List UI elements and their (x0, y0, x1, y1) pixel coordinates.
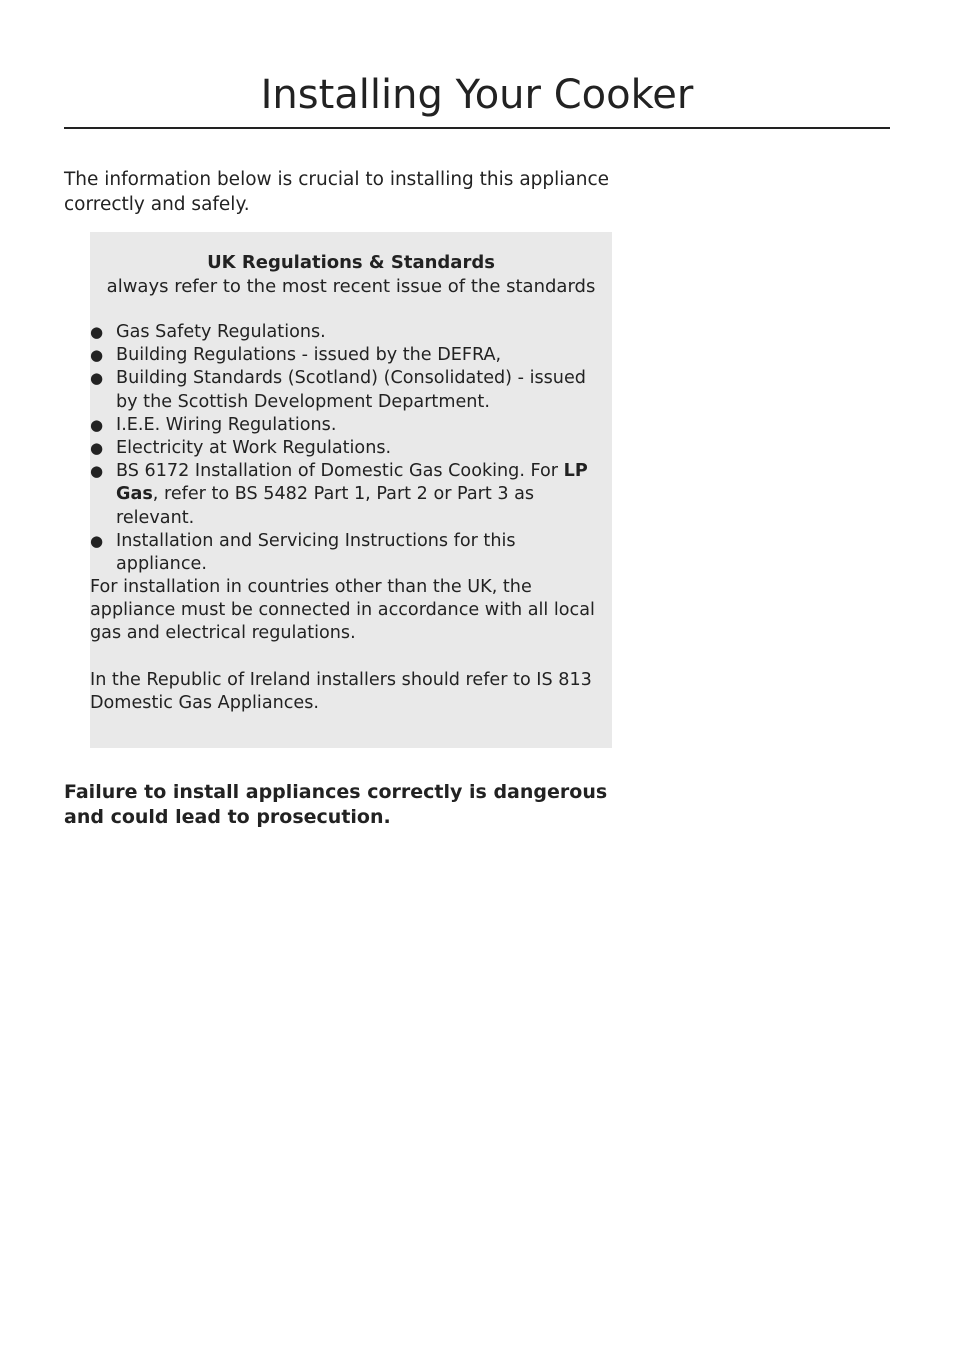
list-item (90, 344, 612, 367)
ireland-installation-note: In the Republic of Ireland installers should refer to IS 813 Domestic Gas Appliances. (90, 670, 592, 714)
list-item (90, 460, 612, 530)
installation-warning: Failure to install appliances correctly is dangerous and could lead to prosecution. (64, 781, 608, 828)
list-item-text: Electricity at Work Regulations. (116, 438, 392, 459)
bullet-icon: ● (90, 369, 104, 388)
list-item (90, 437, 612, 460)
list-item (90, 367, 612, 413)
regulations-heading: UK Regulations & Standards (207, 252, 495, 273)
title-divider (64, 127, 890, 129)
regulations-subheading: always refer to the most recent issue of the standards (106, 276, 596, 297)
list-item-text-start: BS 6172 Installation of Domestic Gas Cooking. For (116, 461, 564, 482)
bullet-icon: ● (90, 531, 104, 550)
list-item-text: Gas Safety Regulations. (116, 322, 326, 342)
list-item-text: Building Regulations - issued by the DEFRA, (116, 345, 502, 366)
bullet-icon: ● (90, 462, 104, 481)
list-item (90, 530, 612, 576)
international-installation-note: For installation in countries other than the UK, the appliance must be connected in accordance with all local gas and electrical regulations. (90, 577, 595, 644)
bullet-icon: ● (90, 346, 104, 365)
list-item (90, 321, 612, 344)
list-item-text: Building Standards (Scotland) (Consolidated) - issued by the Scottish Development Department. (116, 368, 586, 412)
intro-paragraph: The information below is crucial to installing this appliance correctly and safely. (64, 169, 610, 215)
bullet-icon: ● (90, 415, 104, 434)
uk-regulations-box (90, 232, 612, 748)
standards-list (90, 321, 612, 576)
bullet-icon: ● (90, 439, 104, 458)
bullet-icon: ● (90, 323, 104, 341)
list-item-text: I.E.E. Wiring Regulations. (116, 414, 337, 435)
list-item-text-end: , refer to BS 5482 Part 1, Part 2 or Part 3 as relevant. (116, 484, 535, 528)
list-item-text: Installation and Servicing Instructions for this appliance. (116, 530, 516, 575)
list-item (90, 414, 612, 437)
page-title: Installing Your Cooker (260, 72, 694, 118)
lp-gas-emphasis: LP Gas (116, 461, 588, 505)
